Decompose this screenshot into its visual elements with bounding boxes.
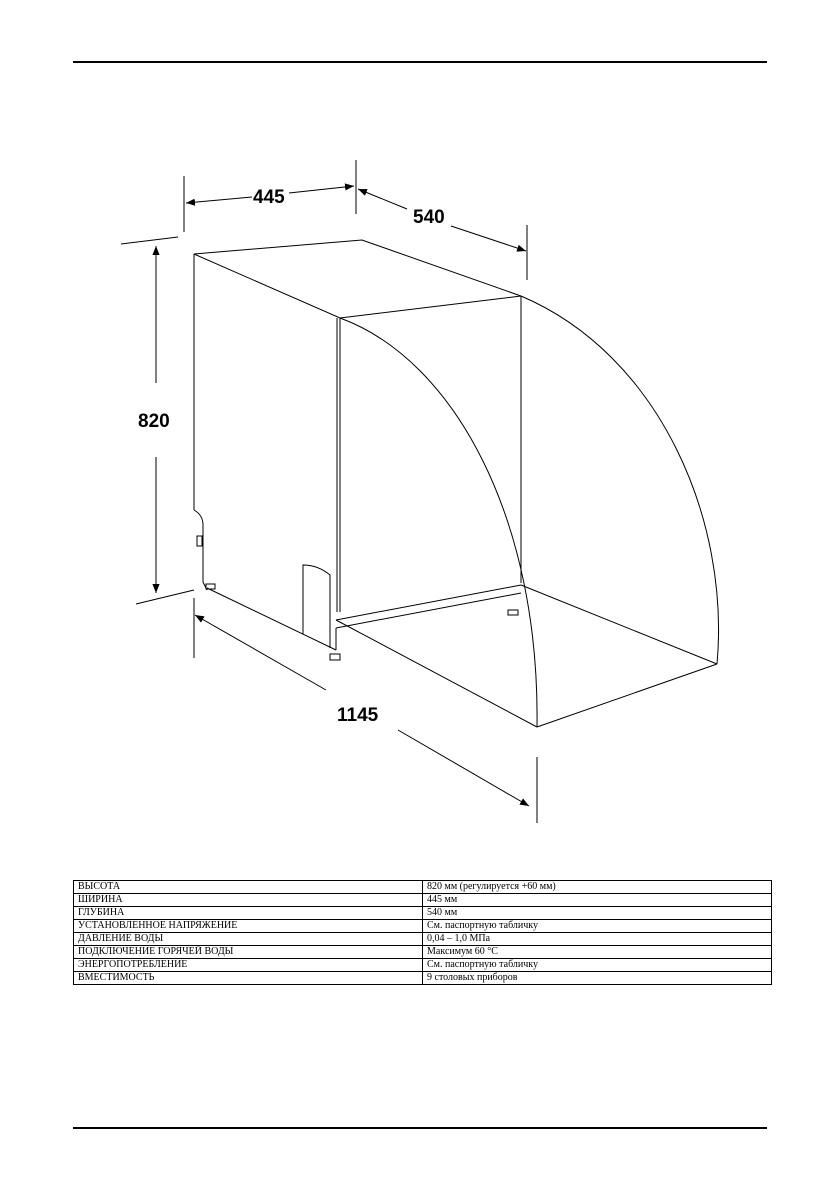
spec-value: 820 мм (регулируется +60 мм): [423, 881, 772, 894]
table-row: [74, 920, 772, 933]
table-row: [74, 933, 772, 946]
door-swing: [336, 296, 719, 727]
spec-value: 9 столовых приборов: [423, 972, 772, 985]
spec-value: 445 мм: [423, 894, 772, 907]
cabinet-outline: [194, 240, 521, 660]
spec-value: См. паспортную табличку: [423, 959, 772, 972]
spec-label: ВЫСОТА: [74, 881, 423, 894]
dim-width-label: 445: [253, 187, 285, 208]
dim-height-label: 820: [138, 411, 170, 432]
table-row: [74, 946, 772, 959]
table-row: [74, 881, 772, 894]
spec-label: ГЛУБИНА: [74, 907, 423, 920]
spec-value: Максимум 60 °C: [423, 946, 772, 959]
table-row: [74, 972, 772, 985]
table-row: [74, 907, 772, 920]
extension-lines: [121, 160, 537, 823]
footer-rule: [73, 1127, 767, 1129]
table-row: [74, 894, 772, 907]
spec-label: ЭНЕРГОПОТРЕБЛЕНИЕ: [74, 959, 423, 972]
spec-label: ШИРИНА: [74, 894, 423, 907]
specs-table: [73, 880, 772, 985]
spec-value: 0,04 – 1,0 МПа: [423, 933, 772, 946]
spec-label: ВМЕСТИМОСТЬ: [74, 972, 423, 985]
spec-label: УСТАНОВЛЕННОЕ НАПРЯЖЕНИЕ: [74, 920, 423, 933]
spec-value: 540 мм: [423, 907, 772, 920]
spec-label: ПОДКЛЮЧЕНИЕ ГОРЯЧЕЙ ВОДЫ: [74, 946, 423, 959]
spec-value: См. паспортную табличку: [423, 920, 772, 933]
dim-open-depth-label: 1145: [337, 705, 379, 726]
dim-depth-label: 540: [413, 207, 445, 228]
spec-label: ДАВЛЕНИЕ ВОДЫ: [74, 933, 423, 946]
table-row: [74, 959, 772, 972]
